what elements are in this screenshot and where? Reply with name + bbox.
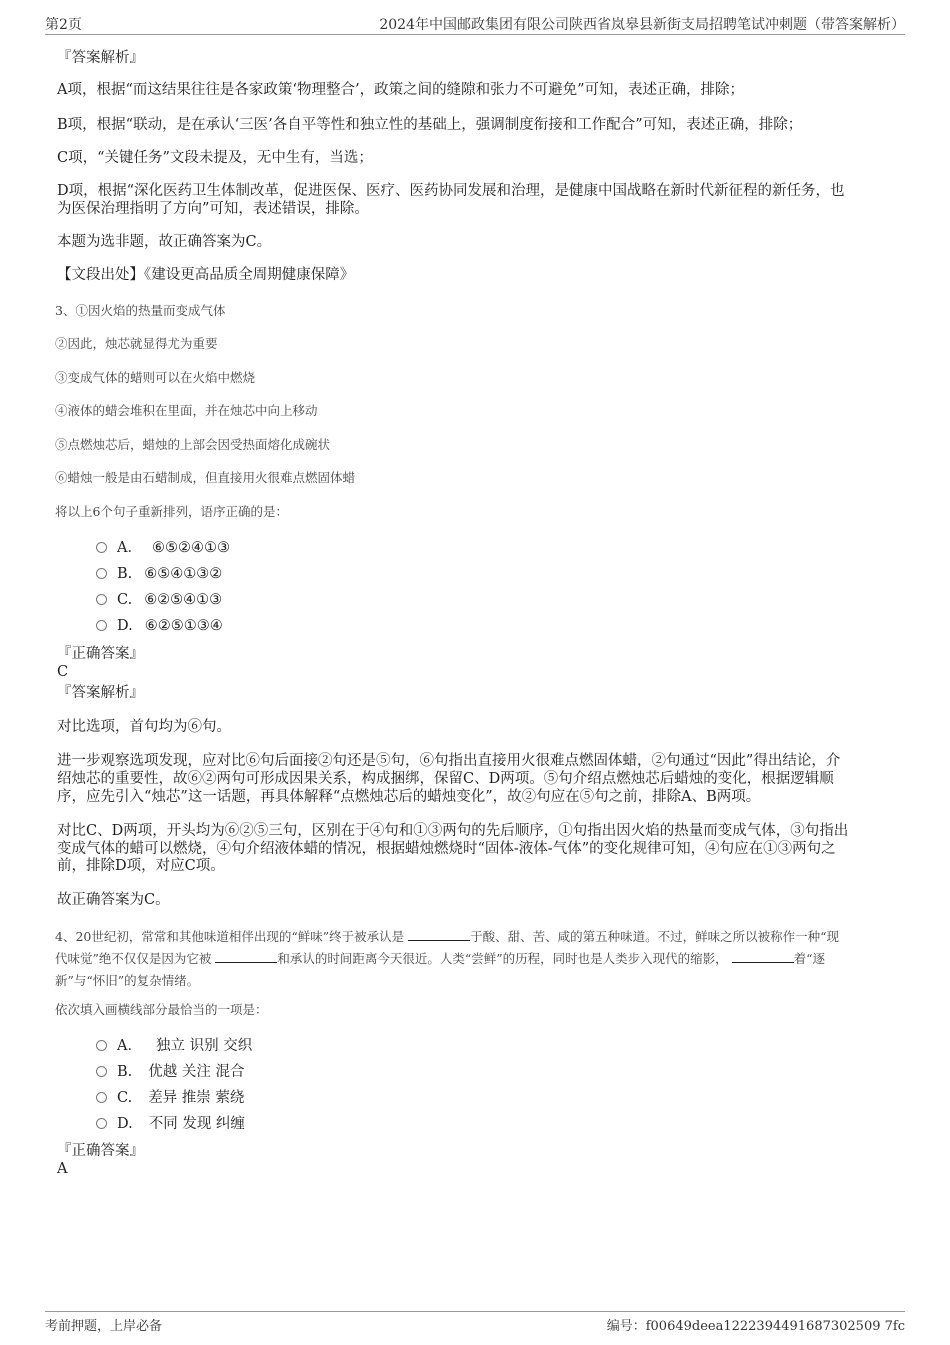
blank-2	[215, 950, 277, 963]
option-text: ⑥⑤④①③②	[144, 566, 223, 582]
q3-option-d[interactable]	[96, 617, 223, 635]
option-label: C.	[117, 1090, 133, 1106]
q2-analysis-b: B项，根据“联动，是在承认‘三医’各自平等性和独立性的基础上，强调制度衔接和工作配合”可知，表述正确，排除；	[57, 117, 803, 133]
q4-stem-part: 4、20世纪初，常常和其他味道相伴出现的“鲜味”终于被承认是	[55, 929, 405, 944]
option-label: A．	[117, 1038, 142, 1054]
q2-analysis-a: A项，根据“而这结果往往是各家政策‘物理整合’，政策之间的缝隙和张力不可避免”可知，表述正确，排除；	[57, 82, 745, 98]
q3-analysis-p2-line1: 进一步观察选项发现，应对比⑥句后面接②句还是⑤句，⑥句指出直接用火很难点燃固体蜡，②句通过“因此”得出结论，介	[57, 753, 841, 769]
radio-icon[interactable]	[96, 542, 107, 553]
option-label: A．	[117, 540, 142, 556]
q3-analysis-p1: 对比选项，首句均为⑥句。	[57, 719, 231, 735]
footer-slogan: 考前押题，上岸必备	[45, 1319, 163, 1334]
radio-icon[interactable]	[96, 1118, 107, 1129]
document-title: 2024年中国邮政集团有限公司陕西省岚皋县新街支局招聘笔试冲刺题（带答案解析）	[379, 17, 905, 33]
q3-sentence-1: 3、①因火焰的热量而变成气体	[55, 303, 226, 318]
q3-analysis-p3-line3: 前，排除D项，对应C项。	[57, 858, 225, 874]
option-label: D.	[117, 618, 133, 634]
option-text: 不同 发现 纠缠	[148, 1116, 245, 1132]
option-text: 差异 推崇 萦绕	[148, 1090, 245, 1106]
q4-answer-label: 『正确答案』	[57, 1143, 144, 1159]
q3-option-c[interactable]	[96, 591, 222, 609]
q4-answer: A	[57, 1161, 68, 1177]
page-footer	[45, 1311, 905, 1336]
page-header	[45, 12, 905, 35]
q3-sentence-3: ③变成气体的蜡则可以在火焰中燃烧	[55, 370, 256, 385]
option-text: 优越 关注 混合	[148, 1064, 245, 1080]
radio-icon[interactable]	[96, 1040, 107, 1051]
q4-stem-line2	[55, 948, 893, 970]
q3-sentence-2: ②因此，烛芯就显得尤为重要	[55, 336, 218, 351]
q4-stem-part: 和承认的时间距离今天很近。人类“尝鲜”的历程，同时也是人类步入现代的缩影，	[277, 951, 728, 966]
radio-icon[interactable]	[96, 1092, 107, 1103]
q3-analysis-p3-line2: 变成气体的蜡可以燃烧，④句介绍液体蜡的情况，根据蜡烛燃烧时“固体-液体-气体”的变化规律可知，④句应在①③两句之	[57, 841, 836, 857]
document-code: 编号：f00649deea1222394491687302509 7fc	[606, 1319, 905, 1334]
q3-option-a[interactable]	[96, 539, 230, 557]
q4-option-b[interactable]	[96, 1063, 244, 1081]
q3-answer: C	[57, 664, 69, 680]
option-label: B.	[117, 1064, 133, 1080]
q3-sentence-5: ⑤点燃烛芯后，蜡烛的上部会因受热面熔化成碗状	[55, 437, 331, 452]
q2-analysis-d-line2: 为医保治理指明了方向”可知，表述错误，排除。	[57, 201, 369, 217]
q2-conclusion: 本题为选非题，故正确答案为C。	[57, 234, 272, 250]
radio-icon[interactable]	[96, 594, 107, 605]
q4-stem-part: 着“逐	[793, 951, 826, 966]
q3-sentence-6: ⑥蜡烛一般是由石蜡制成，但直接用火很难点燃固体蜡	[55, 470, 356, 485]
q4-stem-part: 代味觉”绝不仅仅是因为它被	[55, 951, 212, 966]
q2-analysis-label: 『答案解析』	[57, 50, 144, 66]
option-text: ⑥⑤②④①③	[151, 540, 230, 556]
q3-answer-label: 『正确答案』	[57, 646, 144, 662]
q2-analysis-c: C项，“关键任务”文段未提及，无中生有，当选；	[57, 150, 373, 166]
q3-option-b[interactable]	[96, 565, 222, 583]
q3-sentence-4: ④液体的蜡会堆积在里面，并在烛芯中向上移动	[55, 403, 318, 418]
radio-icon[interactable]	[96, 1066, 107, 1077]
option-label: D.	[117, 1116, 133, 1132]
option-text: 独立 识别 交织	[155, 1038, 253, 1054]
option-label: C.	[117, 592, 133, 608]
radio-icon[interactable]	[96, 568, 107, 579]
q4-option-c[interactable]	[96, 1089, 244, 1107]
q2-source: 【文段出处】《建设更高品质全周期健康保障》	[57, 267, 355, 283]
option-text: ⑥②⑤①③④	[144, 618, 223, 634]
q3-analysis-p3-line1: 对比C、D两项，开头均为⑥②⑤三句，区别在于④句和①③两句的先后顺序，①句指出因火焰的热量而变成气体，③句指出	[57, 823, 849, 839]
q4-option-a[interactable]	[96, 1037, 252, 1055]
blank-3	[732, 950, 794, 963]
blank-1	[408, 928, 470, 941]
q2-analysis-d-line1: D项，根据“深化医药卫生体制改革，促进医保、医疗、医药协同发展和治理，是健康中国战略在新时代新征程的新任务，也	[57, 183, 845, 199]
q3-prompt: 将以上6个句子重新排列，语序正确的是：	[55, 504, 288, 519]
option-label: B.	[117, 566, 133, 582]
radio-icon[interactable]	[96, 620, 107, 631]
q4-stem-line3: 新”与“怀旧”的复杂情绪。	[55, 973, 200, 988]
q4-stem-part: 于酸、甜、苦、咸的第五种味道。不过，鲜味之所以被称作一种“现	[470, 929, 840, 944]
q3-analysis-p2-line3: 序，应先引入“烛芯”这一话题，再具体解释“点燃烛芯后的蜡烛变化”，故②句应在⑤句之前，排除A、B两项。	[57, 789, 761, 805]
q4-prompt: 依次填入画横线部分最恰当的一项是：	[55, 1002, 268, 1017]
q3-conclusion: 故正确答案为C。	[57, 892, 170, 908]
q3-analysis-p2-line2: 绍烛芯的重要性，故⑥②两句可形成因果关系，构成捆绑，保留C、D两项。⑤句介绍点燃烛芯后蜡烛的变化，根据逻辑顺	[57, 771, 834, 787]
q4-option-d[interactable]	[96, 1115, 245, 1133]
q3-analysis-label: 『答案解析』	[57, 685, 144, 701]
q4-stem-line1	[55, 926, 893, 948]
page-number: 第2页	[45, 17, 82, 33]
option-text: ⑥②⑤④①③	[144, 592, 223, 608]
